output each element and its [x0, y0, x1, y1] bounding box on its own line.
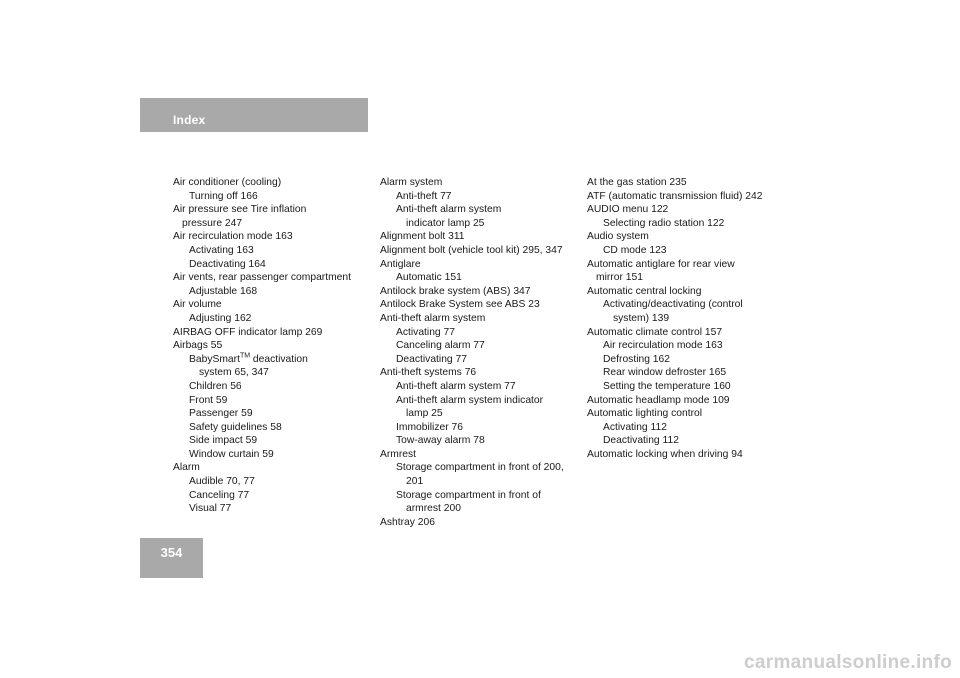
index-entry: Adjusting 162 — [189, 312, 252, 324]
header-bar — [140, 98, 368, 132]
index-entry: Antiglare — [380, 258, 421, 270]
index-entry: Antilock brake system (ABS) 347 — [380, 285, 531, 297]
index-column-2 — [380, 176, 585, 529]
index-entry: AIRBAG OFF indicator lamp 269 — [173, 326, 323, 338]
index-entry: pressure 247 — [182, 217, 243, 229]
index-entry: armrest 200 — [406, 503, 461, 515]
index-entry: BabySmart™ deactivation — [189, 352, 308, 365]
index-entry: 201 — [406, 476, 424, 488]
index-entry: Audio system — [587, 231, 649, 243]
index-entry: Children 56 — [189, 380, 242, 392]
index-entry: Automatic lighting control — [587, 408, 703, 420]
index-entry: Turning off 166 — [189, 190, 258, 202]
index-column-3 — [587, 176, 792, 461]
index-entry: Setting the temperature 160 — [603, 380, 731, 392]
index-entry: system 65, 347 — [199, 367, 269, 379]
index-entry: At the gas station 235 — [587, 177, 687, 188]
index-entry: Alarm system — [380, 177, 443, 188]
index-entry: Automatic climate control 157 — [587, 326, 723, 338]
index-entry: Storage compartment in front of 200, — [396, 462, 564, 474]
index-entry: Automatic 151 — [396, 272, 462, 284]
index-entry: Airbags 55 — [173, 340, 223, 352]
index-entry: Tow-away alarm 78 — [396, 435, 485, 447]
index-entry: Canceling alarm 77 — [396, 340, 485, 352]
index-entry: Safety guidelines 58 — [189, 421, 282, 433]
index-entry: Air volume — [173, 299, 222, 311]
index-entry: Visual 77 — [189, 503, 232, 515]
index-entry: Window curtain 59 — [189, 448, 274, 460]
index-entry: indicator lamp 25 — [406, 217, 485, 229]
index-entry: Selecting radio station 122 — [603, 217, 725, 229]
index-entry: Activating 112 — [603, 421, 667, 433]
index-entry: Automatic locking when driving 94 — [587, 448, 743, 460]
index-entry: lamp 25 — [406, 408, 443, 420]
watermark: carmanualsonline.info — [744, 652, 952, 673]
index-entry: Anti-theft 77 — [396, 190, 452, 202]
index-entry: Air recirculation mode 163 — [603, 340, 723, 352]
page-number-box — [140, 538, 203, 578]
index-entry: Front 59 — [189, 394, 228, 406]
index-entry: Air pressure see Tire inflation — [173, 204, 307, 216]
index-entry: Activating 77 — [396, 326, 455, 338]
index-entry: Canceling 77 — [189, 489, 250, 501]
index-entry: system) 139 — [613, 312, 670, 324]
index-entry: Rear window defroster 165 — [603, 367, 727, 379]
index-entry: Armrest — [380, 448, 417, 460]
index-entry: Alignment bolt (vehicle tool kit) 295, 347 — [380, 244, 563, 256]
page-number: 354 — [160, 545, 183, 560]
index-entry: ATF (automatic transmission fluid) 242 — [587, 190, 763, 202]
index-entry: Deactivating 77 — [396, 353, 467, 365]
index-entry: CD mode 123 — [603, 244, 667, 256]
index-entry: Antilock Brake System see ABS 23 — [380, 299, 540, 311]
index-entry: mirror 151 — [596, 272, 643, 284]
index-entry: Air vents, rear passenger compartment — [173, 272, 351, 284]
index-entry: Automatic headlamp mode 109 — [587, 394, 730, 406]
index-entry: Activating/deactivating (control — [603, 299, 743, 311]
index-entry: Deactivating 112 — [603, 435, 679, 447]
index-column-1 — [173, 176, 378, 516]
index-entry: Automatic central locking — [587, 285, 702, 297]
index-entry: Passenger 59 — [189, 408, 253, 420]
index-entry: Anti-theft systems 76 — [380, 367, 477, 379]
index-entry: Activating 163 — [189, 244, 254, 256]
index-entry: Audible 70, 77 — [189, 476, 255, 488]
index-entry: Air conditioner (cooling) — [173, 177, 282, 188]
index-entry: Adjustable 168 — [189, 285, 258, 297]
index-entry: Immobilizer 76 — [396, 421, 463, 433]
index-entry: Anti-theft alarm system — [380, 312, 486, 324]
index-entry: Alarm — [173, 462, 200, 474]
index-entry: Deactivating 164 — [189, 258, 266, 270]
index-entry: AUDIO menu 122 — [587, 204, 669, 216]
index-entry: Defrosting 162 — [603, 353, 670, 365]
index-entry: Anti-theft alarm system indicator — [396, 394, 544, 406]
index-entry: Side impact 59 — [189, 435, 258, 447]
index-entry: Anti-theft alarm system — [396, 204, 502, 216]
index-entry: Air recirculation mode 163 — [173, 231, 293, 243]
index-entry: Alignment bolt 311 — [380, 231, 465, 243]
page-title: Index — [173, 113, 206, 127]
index-entry: Automatic antiglare for rear view — [587, 258, 735, 270]
index-entry: Ashtray 206 — [380, 516, 435, 528]
index-entry: Anti-theft alarm system 77 — [396, 380, 516, 392]
index-entry: Storage compartment in front of — [396, 489, 541, 501]
